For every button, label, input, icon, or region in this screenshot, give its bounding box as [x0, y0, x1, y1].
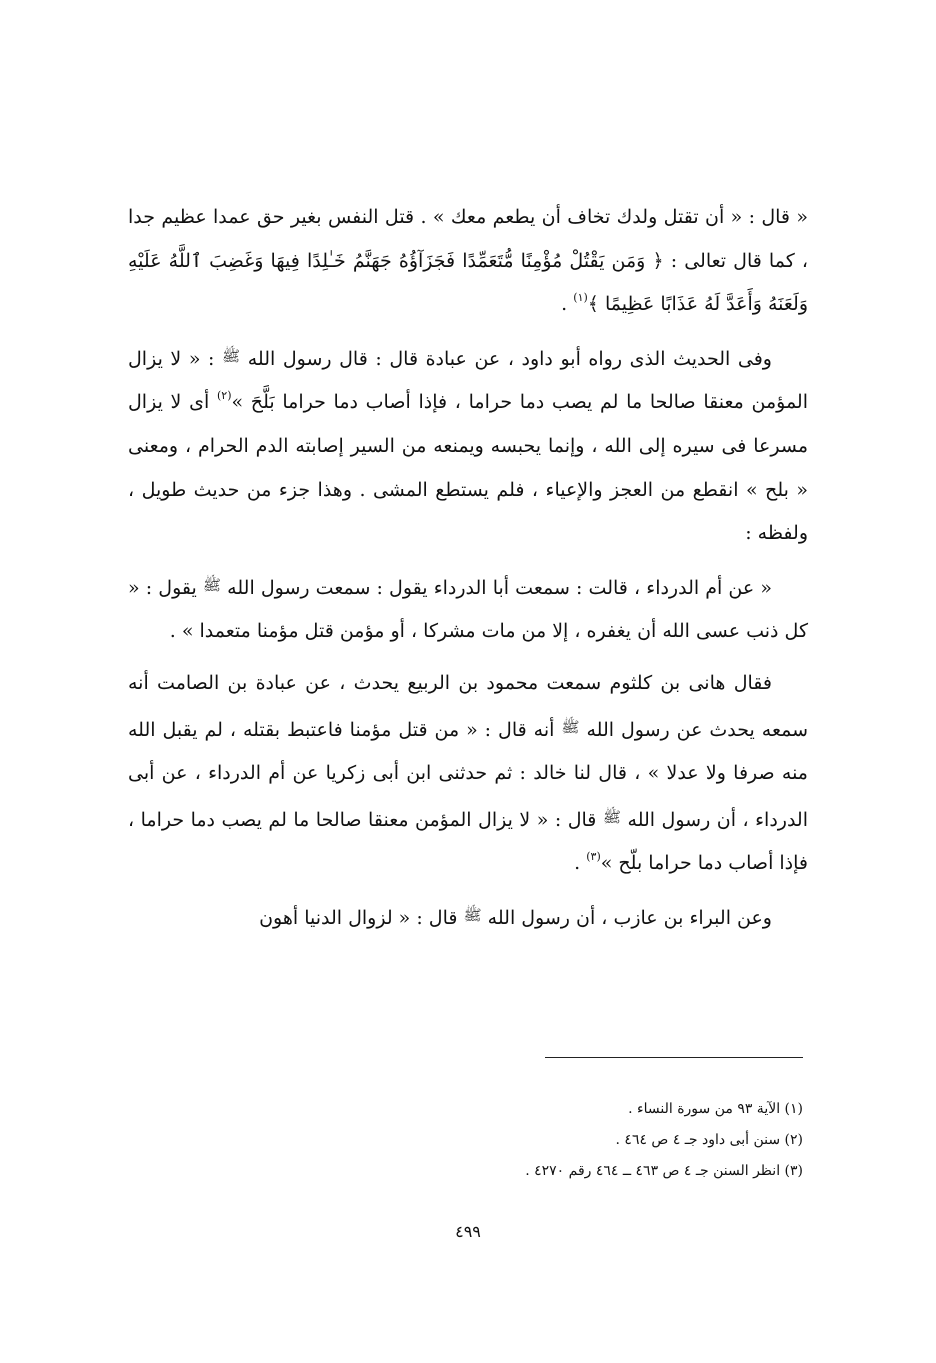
paragraph-3 [128, 564, 808, 654]
paragraph-3-text-a: « عن أم الدرداء ، قالت : سمعت أبا الدرداء يقول : سمعت رسول الله [227, 576, 772, 599]
footnote-3: (٣) انظر السنن جـ ٤ ص ٤٦٣ ــ ٤٦٤ رقم ٤٢٧٠ . [525, 1163, 803, 1179]
paragraph-1-end: . [561, 293, 574, 316]
paragraph-3-text-b: يقول : « كل ذنب عسى الله أن يغفره ، إلا من مات مشركا ، أو مؤمن قتل مؤمنا متعمدا » . [128, 576, 808, 643]
paragraph-4-text-c: قال : « لا يزال المؤمن معنقا صالحا ما لم يصب دما حراما ، فإذا أصاب دما حراما بلّح » [128, 808, 808, 875]
paragraph-5 [128, 894, 808, 941]
footnote-ref-3[interactable]: (٣) [586, 850, 601, 864]
footnotes [133, 1094, 803, 1187]
paragraph-4-text-a: فقال هانى بن كلثوم سمعت محمود بن الربيع يحدث ، عن عبادة بن الصامت أنه سمعه يحدث عن رسول الله [128, 671, 809, 741]
paragraph-1 [128, 196, 808, 327]
pbuh-ligature: ﷺ [602, 807, 622, 826]
footnote-ref-2[interactable]: (٢) [216, 389, 232, 403]
footnote-separator [545, 1057, 803, 1058]
paragraph-2 [128, 335, 808, 556]
page-number: ٤٩٩ [455, 1222, 481, 1241]
pbuh-ligature: ﷺ [202, 575, 222, 594]
paragraph-5-text-a: وعن البراء بن عازب ، أن رسول الله [487, 906, 772, 929]
pbuh-ligature: ﷺ [561, 717, 580, 736]
paragraph-4-end: . [574, 852, 587, 875]
footnote-1: (١) الآية ٩٣ من سورة النساء . [628, 1101, 803, 1117]
paragraph-1-text: « قال : « أن تقتل ولدك تخاف أن يطعم معك » . قتل النفس بغير حق عمدا عظيم جدا ، كما قال تعالى : ﴿ وَمَن يَقْتُلْ مُؤْمِنًا مُّتَعَمِّدًا فَجَزَآؤُهُ جَهَنَّمُ خَـٰلِدًا فِيهَا وَغَضِبَ ٱللَّهُ عَلَيْهِ وَلَعَنَهُ وَأَعَدَّ لَهُ عَذَابًا عَظِيمًا ﴾ [128, 206, 808, 316]
main-text [128, 196, 808, 941]
pbuh-ligature: ﷺ [463, 905, 482, 924]
paragraph-2-text-b: : « لا يزال المؤمن معنقا صالحا ما لم يصب دما حراما ، فإذا أصاب دما حراما بَلَّحَ » [128, 347, 809, 414]
paragraph-4 [128, 662, 808, 886]
paragraph-2-text-a: وفى الحديث الذى رواه أبو داود ، عن عبادة قال : قال رسول الله [247, 347, 772, 370]
footnote-ref-1[interactable]: (١) [573, 291, 588, 305]
paragraph-4-text-b: أنه قال : « من قتل مؤمنا فاعتبط بقتله ، لم يقبل الله منه صرفا ولا عدلا » ، قال لنا خالد : ثم حدثنى ابن أبى زكريا عن أم الدرداء ، عن أبى الدرداء ، أن رسول الله [128, 718, 808, 831]
pbuh-ligature: ﷺ [222, 346, 241, 365]
paragraph-2-text-c: أى لا يزال مسرعا فى سيره إلى الله ، وإنما يحبسه ويمنعه من السير إصابته الدم الحرام ، ومعنى « بلح » انقطع من العجز والإعياء ، فلم يستطع المشى . وهذا جزء من حديث طويل ، ولفظه : [128, 391, 808, 545]
paragraph-5-text-b: قال : « لزوال الدنيا أهون [259, 906, 458, 929]
footnote-2: (٢) سنن أبى داود جـ ٤ ص ٤٦٤ . [615, 1132, 803, 1148]
